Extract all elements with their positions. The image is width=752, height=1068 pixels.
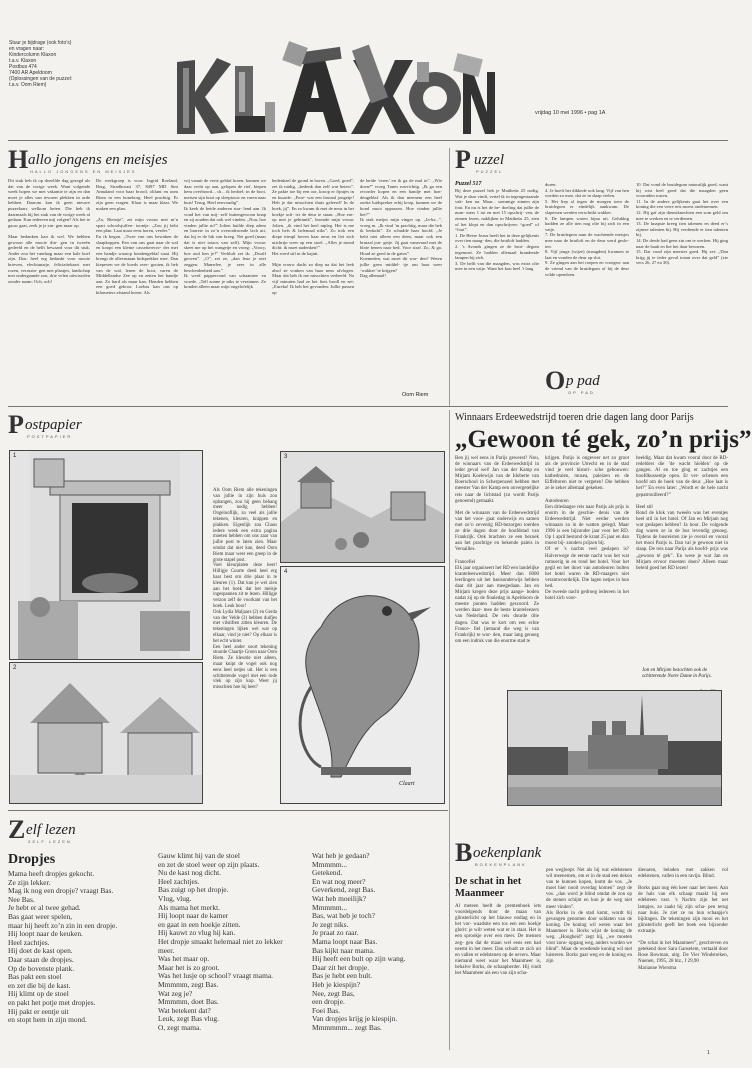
story-line: en zet de stoel weer op zijn plaats. <box>158 859 260 869</box>
story-line: Het dropje smaakt helemaal niet zo lekker <box>158 936 283 946</box>
section-title-hallo: allo jongens en meisjes <box>28 152 168 168</box>
story-line: een dropje. <box>312 997 345 1007</box>
page-mark: 1 <box>707 1050 710 1056</box>
boekenplank-column-1: Al meteen heeft de prentenboek iets voordelgends door de maan van glinsterlicht op het blauwe ondiag en in het vor- waadsite een tos een een hoekje glorit: je wilt weten wat er in staat. Het is een sprookje over een meer. De mensen zeg- gen dat de maan wel eens een bad neemt in het meer. Dan schudt ze zich uit en vallen er edelstenen op de oevers. Maar niemand weet waar het Maanmeer is, behalve Borks, de schaapherder. Hij vindt het Maanmeer als een van zijn scha- <box>455 904 543 977</box>
story-line: Nu de kast nog dicht. <box>158 868 222 878</box>
story-line: Heel zachtjes. <box>8 937 50 947</box>
story-line: Mama loopt naar Bas. <box>312 936 378 946</box>
hallo-column-2: De werkgroep is voor: Ingrid Roeland, Berg, Stradhorast 37, 8497 MD Sint Annaland voor haar brood, olifant en oom Riem in een honeborg. Heel prachtig. Er zijn geen vragen. Klaar is maar klaar. We maken een plan. „Zo, Rietstje”, zei mijn vrouw met m’n spart schoolsjuffen- toonije. „Zou jij hebt een plan. Laat maar eens horen, verder.” En ik begon. „Twee van ons bewaken de slaapkoppen. Een van ons gaat naar de wal en koopt een kleine cassetterecor- der met een bandje waarop hondengeblaf staat. Hij brengt de alleenstaan bidsprekker mee. Dan kiepeven we de koeds over- gooien, ik heb van de wal, lenen de boot, varen de Middellandse Zee op en zetten het bandje aan. Zo hard als maar kan. Honden hebben een goed gehoor. Loebas kan ons op kilometers afstand horen. Als <box>96 178 178 295</box>
story-line: Bas je hebt een bult. <box>312 971 373 981</box>
story-line: Wat zeg je? <box>158 988 193 998</box>
postpapier-text: Als Oom Riem alle tekeningen van jullie in zijn huis zou ophangen, zou hij geen behang meer nodig hebben! Ongelooflijk, zo veel als jullie tekenen, kleuren, knippen en plakken. Eigenlijk zou Chaos iedere week een extra pagina moeten hebben om ons zaar van jullie post te laten zien. Maar omdat dat niet kan, deed Oom Riem maar weer een greep in de grote stapel post. Voel kleurplaten deze keer! Hilligje Cuurte deed heel erg haar best om drie plaat in te kleuren (1). Dat kun je wel zien aan het boek dat het meisje ingespannen zit te lezen. Hilligje verzon zelf de voorkant van het boek. Leuk hoor! Ook Lydia Maljaars (2) en Gerda van der Velde (3) hebben duifjes met vilstiften zitten kleuren. De tekeningen lijken wel wat op elkaar, vind je niet? Op elkaar is het echt winter. Een heel ander soort tekening stuurde Claartje Groen naar Oom Riem. Ze kleurde niet alleen, maar knipt de vogel ook nog eens heel netjes uit. Het is een schitterende vogel met een rode vlek op zijn kop. Weet jij misschien hoe hij heet? <box>213 488 277 691</box>
address-line: t.a.v. Oom Riem) <box>9 82 47 88</box>
drawing-winter-art-3 <box>281 452 444 562</box>
drawing-bird-art <box>281 567 444 803</box>
address-line: 7400 AR Apeldoorn <box>9 70 53 76</box>
story-line: maar hij heeft zo’n zin in een dropje. <box>8 920 118 930</box>
story-line: Bas gaat weer spelen, <box>8 911 73 921</box>
story-line: en stopt hem in zijn mond. <box>8 1015 87 1025</box>
drawing-fireplace-art <box>10 451 202 659</box>
story-line: O, zegt mama. <box>158 1022 202 1032</box>
section-initial-puzzel: P <box>455 145 471 174</box>
address-line: (Oplossingen van de puzzel: <box>9 76 73 82</box>
section-subtitle-postpapier: POSTPAPIER <box>27 434 73 439</box>
story-line: en zet die bij de kast. <box>8 980 71 990</box>
story-line: Hij klimt op de stoel <box>8 989 69 999</box>
story-heading: Dropjes <box>8 852 56 867</box>
story-line: meer. <box>158 945 175 955</box>
story-line: Getekend. <box>312 868 343 878</box>
panel-number-1: 1 <box>13 453 17 459</box>
story-line: Op de bovenste plank. <box>8 963 75 973</box>
section-subtitle-hallo: HALLO JONGENS EN MEISJES <box>30 169 137 174</box>
puzzel-column-2: duren. 4. Je hoeft het dikkede ook lang. Vijf van hen werden zo moe, dat ze in slaap vielen. 5. Het liep al tegen de morgen toen de bruidegom er eindelijk aankwam. De slapersen werden verschrikt wakker. 6. De lampen waren bijna uit. Gelukkig hadden ze alle tien nog olie bij zich in een vatje. 7. De bruidegom nam de wachtende meisjes mee naar de bruiloft en de deur werd geslo- ten. 8. Vijf jonge (wijze) (maagden) kwamen te laat en vonden de deur op slot. 9. Ze gingen aan het roepen en vroegen: aan de vriend van de bruidegom of hij de deur wilde opendoen. <box>545 182 629 277</box>
story-line: Hij doet de kast open. <box>8 946 73 956</box>
story-line: Vlug, vlug. <box>158 893 192 903</box>
oppad-kicker: Winnaars Erdeewedstrijd toeren drie dagen lang door Parijs <box>455 412 694 423</box>
story-line: Heb je kiespijn? <box>312 979 361 989</box>
story-line: Mama heeft dropjes gekocht. <box>8 869 95 878</box>
boekenplank-column-3: dienaren, beladen met zakken vol edelstenen, vallen in een ravijn. Blind. Borks gaat nog één keer naar het meer. Aan de hals van elk schaap maakt hij een edelsteen vast. ’s Nachts zijn het net lampjes, zo zaakt hij zijn scha- pen terug naar huis. Je ziet ze nu hun schaapje’s bijdragen. De tekeningen zijn mooi en het glinsterlicht geeft het boek een bijzonder extraatje. “De schat in het Maanmeer”, geschreven en getekend door Sara Ganselem, vertaald door Rose Bowman, uitg. De Vier Windstreken, Nuenen, 1995, 28 blz., f 29,90 Marianne Wiersma <box>638 868 728 971</box>
section-title-postpapier: ostpapier <box>25 417 82 433</box>
story-line: Was het maar op. <box>158 954 210 964</box>
story-line: Geverkend, zegt Bas. <box>312 885 376 895</box>
drawing-winter-art-2 <box>10 663 202 803</box>
story-line: Mmmmm... <box>312 859 348 869</box>
hallo-column-4: bedenkzel de grond in boren. „Goed, goed”, zei ik nüdig, „bedenk dan zelf wat beters”. Ze pakte toe bij een oor, kroop er fijntjes in en kuurde: „Fore- wat een brutaal jongetje! Heb je dat misschien thuis geleerd? In de hoek, jij”. En zo kwam ik met de neus in het hoekje ach- ter de deur te staan. „Hoe ern- op met je gehinnik”, bromde mijn vrouw Jolien, „ik vind het heel nipleg. Het is me toch hefs & helemaal niks”. Zo trok een diepe trimpl boven haar neus en liet zich uitchrijn weer op een stoel. „Alles je mond dicht: ik moet nadenken!” Het werd stil in de kajuit. Mijn vrouw dacht zo diep na dat het leek alsof ze vonken van haar neus afvlogen. Maar dat heb ik me misschien verbeeld. Na vijf minuten had ze het fiets bordl en zei: „Eureka! Ik heb het gevonden: Jullie passen op <box>272 178 354 295</box>
section-title-puzzel: uzzel <box>474 152 504 168</box>
story-line: Wat betekent dat? <box>158 1005 211 1015</box>
story-line: Nee Bas. <box>8 894 35 904</box>
story-line: Van dropjes krijg je kiespijn. <box>312 1014 398 1024</box>
puzzel-column-1: Bij deze puzzel heb je Mattheüs 25 nodig. Wat je daar vindt, vertel ik in tegengestaande vak- ken na. Maar... sommige zinnen zijn fout. En nu is het de be- doeling dat jullie de num- mers 1 tot en met 15 opschrij- ven, de zinnen lezen, naklijken in Mattheüs 25, zien of het klopt en dan opschrijven: “goed” of “fout”. 1. De Heere Jezus heeft het in deze gelijkenis over tien maag- den, die bruiloft hadden. 2. ’s Avonds gingen ze de brui- degom tegemoet. Ze hadden allemaal brandende lampen bij zich. 3. De helft van die maagden, was extra olie mee in een vatje. Want het kon heel ’t lang <box>455 188 539 272</box>
story-line: Als mama het merkt. <box>158 902 220 912</box>
column-divider <box>449 148 450 406</box>
story-line: Daar staan de dropjes. <box>8 954 74 964</box>
drawing-winter-scene-2 <box>9 662 203 804</box>
story-line: Mmmmmm... zegt Bas. <box>312 1022 382 1032</box>
section-subtitle-oppad: OP PAD <box>568 390 595 395</box>
oppad-headline: „Gewoon té gek, zo’n prijs” <box>455 426 752 453</box>
section-initial-oppad: O <box>545 366 566 395</box>
story-line: Ze zijn lekker. <box>8 877 51 887</box>
story-line: Gauw klimt hij van de stoel <box>158 851 240 860</box>
drawing-winter-scene-3 <box>280 451 445 563</box>
section-initial-boekenplank: B <box>455 838 473 867</box>
story-line: Mmmmm, zegt Bas. <box>158 979 219 989</box>
masthead-rule <box>8 140 728 141</box>
story-column-2 <box>158 852 308 1032</box>
address-line: Kindercolumn Klaxon <box>9 52 57 58</box>
section-rule <box>8 406 728 407</box>
story-line: Hij heeft een bult op zijn wang. <box>312 954 406 964</box>
contact-address <box>9 40 73 88</box>
puzzel-column-3: 10. Dat vond de bruidegom natuurlijk goed, want hij wist heel goed dat die maagden geen voorraden waren. 11. In de andere gelijkenis gaat het over een koning die een verre reis moest ondernemen. 12. Hij gaf zijn dienstknechten een som geld om mee te werken en te verdienen. 13. De knapste kreeg tien talenten en deed er’s zijnere talenten bij. Hij verdiende er tien talenten bij. 14. De derde had geen zin om te werken. Hij ging naar de baak en liet het daar bewaren. 15. Dat vond zijn meester goed. Hij zei: „Dan krijg jij ie ieder geval totaat over dat geld” (zie vers 26, 27 en 30). <box>636 182 728 266</box>
boekenplank-column-2: pen wegloopt. Net als hij wat edelstenen wil meenemen, om er in de stad een dekon van te kunnen kopen, komt de vos. „Je moet hier nooit overdag komen” zegt de vos. „dan word je blind omdat de zon op de stenen schijnt en kun je de weg niet meer vinden”. Als Borks in de stad komt, wordt hij gevangen genomen door soldaten van de koning. De koning wil weten waar het Maanmeer is. Borks wijst de koning de weg. „Hoogheid” zegt hij, „we moeten voor zons- opgang weg, anders worden we blind”. Maar de woedende koning wil niet luisteren. Borks gaat weg en de koning en zijn <box>546 868 632 965</box>
story-line: Heel zachtjes. <box>158 876 200 886</box>
story-line: Bas pakt een stoel <box>8 972 62 982</box>
story-line: Hij pakt er eentje uit <box>8 1006 69 1016</box>
story-line: Wat heb je gedaan? <box>312 851 370 860</box>
drawing-signature: Claart <box>399 781 415 787</box>
hallo-column-1: Dit stuk heb ik op dezelfde dag gezegd als dat van de vorige week. Want volgende week hopen we met vakantie te zijn en dan moet je alles van tevoren plekken in orde hebben. Daarom kan ik geen nieuwe puzzelaars welkom heten. Die heb ik daarmaals bij het stuk van de vorige week al gedaan. Kan iedereen mij volgen? Als het te gauw gaat, zeek je je zin- gen maar op. Maar bedanken kan ik wel. We hebben gewoon alle mooie din- gen in tweeën gedeeld en de helft bewaard voor dit stuk. Ander zou het vandaag maar een kale boel zijn. Dus: heel erg bedankt voor mooie brieven, elechtunatje, feliciatiekaart met rozen, verassin- gen met plaatjes, landschap met ondergaande zon, drie velen uitwisselen zonder naam: Och, och! <box>8 178 90 284</box>
address-line: en vragen naar: <box>9 46 45 52</box>
hallo-column-3: wij vanuit de verte geblaf horen, kunnen we daar recht op aan, gelopen de rief, kiepen hem overboord... ch... ik bedoel: in de boot. meisen sijn boot op sleeptouw en varen naar huis! Terug. Heel eenvoudig”. Ik keek de beide anderen stra- lend aan. Ik vond het van mij- zelf buitengewoon knap en zij zouden dat ook wel vinden. „Nou, hoe vinden jullie m?” Jolien huilde diep adem en barrete in zo’n overordroonde lach uit, dat hij er de hik van kreeg. Net goed (maar dat is niet totaos van zelf). Mijn vrouw skeet me op het wangetje en vroeg: „Voncy, hoe oud ben je?” Verbluft zei ik: „Dwalf geoven”. „O”, zei ze, „dan leuz je niet zeggen. Mamelee, je zeer in alle bescheidenheid aan.” Ik werd pappervond van schaamtee en woede. „Tell zonne je niks te verzinnen. Ze konden alleen maar mijn ongelofelijk <box>184 178 266 290</box>
signature-oom-riem: Oom Riem <box>402 392 429 398</box>
section-title-oppad: p pad <box>566 373 600 389</box>
story-line: Mag ik nog een dropje? vraagt Bas. <box>8 886 114 896</box>
section-title-boekenplank: oekenplank <box>473 845 542 861</box>
story-line: Mmmmm... <box>312 902 348 912</box>
panel-number-3: 3 <box>284 454 288 460</box>
section-title-zelflezen: elf lezen <box>26 822 76 838</box>
column-divider <box>449 410 450 1050</box>
oppad-column-1: Ben jij wel eens in Parijs geweest? Nou, de winnaars van de Erdeewedstrijd in ieder geval wel! Jan van der Kamp en Mirjam Koelewijn van de Idoberte van Boerschool in Scherpenzeel hebben met meester Van der Kamp een onvergetelijke reis naar de lichtstad (zo wordt Parijs genoemd) gemaakt. Met de winnaars van de Erdeewedstrijd van het voor- gaat onderwijs en samen met zo’n zeventig RD-bezorgen toerden ze drie dagen door de hoofdstad van Frankrijk. Ook brachten ze een bezoek aan het prachtige en bekende paleis in Versailles. Francefiel Elk jaar organiseert het RD een landelijke kranteleeswedstrijd. Meer dan 6000 leerlingen uit het basisonderwijs hebben daar dit jaar aan meegedaan. Jan en Mirjam kregen deze prijs aange- boden nadat zij op de finaledag in Apeldoorn de meeste punten hadden gescoord. Ze werden daar- mee de beste kranteleezers van Nederland. De reis duurde drie dagen. Dat was te kort om een echte France- fiel (iemand die weg is van Frankrijk) te wor- den, maar lang genoeg om een indruk van die enorme stad te <box>455 456 539 644</box>
story-line: Nee, zegt Bas, <box>312 988 355 998</box>
story-line: Bas zuigt op het dropje. <box>158 885 229 895</box>
section-initial-postpapier: P <box>8 410 24 439</box>
story-line: Leuk, zegt Bas vlug. <box>158 1014 219 1024</box>
section-initial-zelflezen: Z <box>8 815 26 844</box>
address-line: Postbus 474 <box>9 64 37 70</box>
story-line: en gaat in een hoekje zitten. <box>158 919 241 929</box>
story-line: Wat heb moeilijk? <box>312 893 366 903</box>
klaxon-logo <box>165 42 495 138</box>
section-subtitle-zelflezen: ZELF LEZEN <box>28 839 72 844</box>
date-line: vrijdag 10 mei 1996 • pag 1A <box>535 110 606 116</box>
klaxon-logo-graphic <box>165 42 495 138</box>
panel-number-2: 2 <box>13 665 17 671</box>
story-line: en pakt het potje met dropjes. <box>8 997 96 1007</box>
story-line: Bas kijkt naar mama. <box>312 945 375 955</box>
story-line: Je praat zo raar. <box>312 928 359 938</box>
address-line: Stuur je bijdrage (ook foto’s) <box>9 40 72 46</box>
story-line: Maar het is zo groot. <box>158 962 220 972</box>
story-line: Je hebt er al twee gehad. <box>8 903 81 913</box>
story-line: Hij loopt naar de keuken. <box>8 929 83 939</box>
story-line: Daar zit het dropje. <box>312 962 370 972</box>
drawing-bird <box>280 566 445 804</box>
story-column-1 <box>8 870 154 1025</box>
hallo-column-5: de beide ‘teren’ en ik ga de mal in”. „Wie doen?” vroeg Tunes ruwrichtig. „Ik ga een recorder kopen en een bandje met hon- dengeblaf. Als ik dan meenem een heel zoeke luidspreker erbij koop, kunnen we de hond mooi oppassen. Hoe vinden jullie het?” Ik stak meijes mijn vinger op. „Ja-ha...”, vroeg m. „Ik vind ’m prachtig, maar die heb ik bedacht”. Ze schudde haar hoofd. „Je hebt niet alleen een deen, maar ook een brutaal jon- getje. Jij gaat vanavond met de blote benen naar bed. Voor straf. Zo, & ga. Houd ze goed in de gaten”. Koemeden, wat moet dit wor- den? Weten jullie geen middel- tje om haar weer ‘wakker’ te krijgen? Dag allemaal! <box>360 178 442 279</box>
story-line: Was het lusje op school? vraagt mama. <box>158 971 273 981</box>
story-column-3 <box>312 852 446 1032</box>
address-line: t.a.v. Klaxon <box>9 58 37 64</box>
oppad-column-2: krijgen. Parijs is ongeveer net zo groot als de provincie Utrecht en in de stad vind je veel histori- sche gebouwen: kathedralen, musea, paleizen en de Eiffeltoren niet te vergeten! Die hebben ze ie zeker allemaal gekeken. Autodeuren Een driedaagse reis naar Parijs als prijs is enorm in de geschie- denis van de Erdeewedstrijd. Niet eerder werden winnaars zo in de watten gelegd. Maar 1996 is een bijzonder jaar voor het RD. Op 1 april bestond de krant 25 jaar en dan moest bij- zonders prijzen bij. Of er ’s nachts veel geslapen is? Halverwege de eerste nacht was het wat rumoerig in en rond het hotel. Voor het gegil en het duwt van autodeuren bulten het hotel waren de RD-maagers niet verantwoordelijk. Die lagen netjes in hun bed. De tweede nacht gedroeg iedereen in het hotel zich voor- <box>545 456 630 602</box>
story-line: Je zegt niks. <box>312 919 349 929</box>
story-line: Mmmmm, doet Bas. <box>158 997 219 1007</box>
oppad-column-3: beeldig. Maar dat kwam vooral door de RD-redelders die ’de wacht hielden’ op de gangen. Al en toe ging er zachtjes een hoofdkussentje open. Er ver- schenen een hoofd om de hoek van de deur. „Hoe laat is het?” En even later: „Wordt er de hele nacht gepatrouilleerd?” Heel stil Rond de klok van tweeën was het eventjes heel stil in het hotel. Of Jan en Mirjam nog wat geslapen hebben? Ja hoor. De volgende dag waren ze in de bus levendig genoeg. Tijdens de busreisten zie je overal en vooral het mooi Parijs is. Dan val je gewoon niet in slaap. De reis naar Parijs als hoofd- prijs was „gewoon té gek”. En wese je wat Jan en Mirjam ervoor moesten doen? Alleen maar beleid goed het RD lezen! <box>636 456 728 571</box>
panel-number-4: 4 <box>284 569 288 575</box>
story-line: Bas, wat heb je toch? <box>312 911 376 921</box>
section-rule <box>8 810 448 811</box>
section-initial-hallo: H <box>8 145 29 174</box>
puzzle-number: Puzzel 517 <box>455 181 482 187</box>
story-line: Hij kauwt zo vlug hij kan. <box>158 928 236 938</box>
book-title: De schat in het Maanmeer <box>455 876 522 899</box>
notre-dame-photo <box>507 690 722 806</box>
section-subtitle-boekenplank: BOEKENPLANK <box>475 862 527 867</box>
story-line: Foei Bas. <box>312 1005 340 1015</box>
story-line: En wat nog meer? <box>312 876 366 886</box>
drawing-fireplace <box>9 450 203 660</box>
section-subtitle-puzzel: PUZZEL <box>476 169 504 174</box>
story-line: Hij loopt naar de kamer <box>158 911 229 921</box>
photo-caption: Jan en Mirjam bezochten ook de schitterende Notre Dame in Parijs. <box>642 668 712 679</box>
notre-dame-image <box>508 691 721 805</box>
